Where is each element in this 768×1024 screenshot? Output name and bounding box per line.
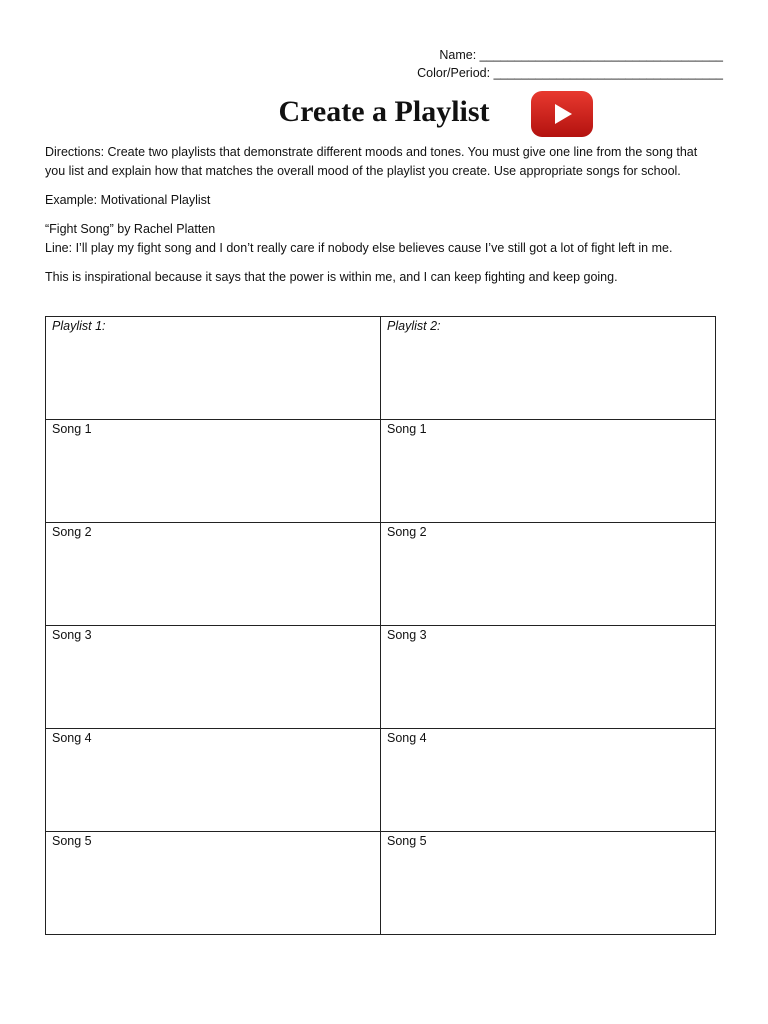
example-line: Line: I’ll play my fight song and I don’t really care if nobody else believes cause I’ve still got a lot of fight left in me.: [45, 241, 673, 255]
color-period-field[interactable]: [417, 64, 723, 82]
table-row: [46, 523, 716, 626]
table-row: [46, 832, 716, 935]
song-label: Song 1: [52, 422, 92, 436]
example-label: Example: Motivational Playlist: [45, 193, 211, 207]
song-label: Song 1: [387, 422, 427, 436]
table-row: [46, 626, 716, 729]
page-title: Create a Playlist: [278, 95, 490, 128]
example-song: “Fight Song” by Rachel Platten: [45, 222, 216, 236]
table-header-row: [46, 317, 716, 420]
song-label: Song 3: [52, 628, 92, 642]
song-label: Song 5: [52, 834, 92, 848]
name-label: Name:: [439, 48, 477, 62]
youtube-play-icon: [530, 90, 594, 138]
color-period-blank[interactable]: _________________________________: [493, 66, 723, 80]
example-explanation: This is inspirational because it says that the power is within me, and I can keep fighting and keep going.: [45, 270, 618, 284]
name-blank[interactable]: ___________________________________: [479, 48, 723, 62]
song-label: Song 4: [387, 731, 427, 745]
directions-text: Directions: Create two playlists that demonstrate different moods and tones. You must give one line from the song that you list and explain how that matches the overall mood of the playlist you create. Use appropriate songs for school.: [45, 145, 698, 178]
song-label: Song 3: [387, 628, 427, 642]
playlist-2-label: Playlist 2:: [387, 319, 441, 333]
song-cell[interactable]: [46, 729, 381, 832]
song-cell[interactable]: [381, 832, 716, 935]
song-label: Song 2: [52, 525, 92, 539]
playlist-table: [45, 316, 716, 935]
example-block: [45, 220, 720, 258]
song-cell[interactable]: [46, 420, 381, 523]
song-cell[interactable]: [46, 523, 381, 626]
table-row: [46, 729, 716, 832]
song-cell[interactable]: [46, 832, 381, 935]
playlist-2-cell[interactable]: [381, 317, 716, 420]
song-cell[interactable]: [381, 420, 716, 523]
playlist-1-cell[interactable]: [46, 317, 381, 420]
name-field[interactable]: [417, 46, 723, 64]
song-cell[interactable]: [381, 626, 716, 729]
song-label: Song 4: [52, 731, 92, 745]
color-period-label: Color/Period:: [417, 66, 491, 80]
song-cell[interactable]: [381, 523, 716, 626]
header-fields: [417, 46, 723, 82]
song-label: Song 5: [387, 834, 427, 848]
table-row: [46, 420, 716, 523]
song-label: Song 2: [387, 525, 427, 539]
playlist-1-label: Playlist 1:: [52, 319, 106, 333]
song-cell[interactable]: [46, 626, 381, 729]
instructions: [45, 143, 720, 297]
song-cell[interactable]: [381, 729, 716, 832]
